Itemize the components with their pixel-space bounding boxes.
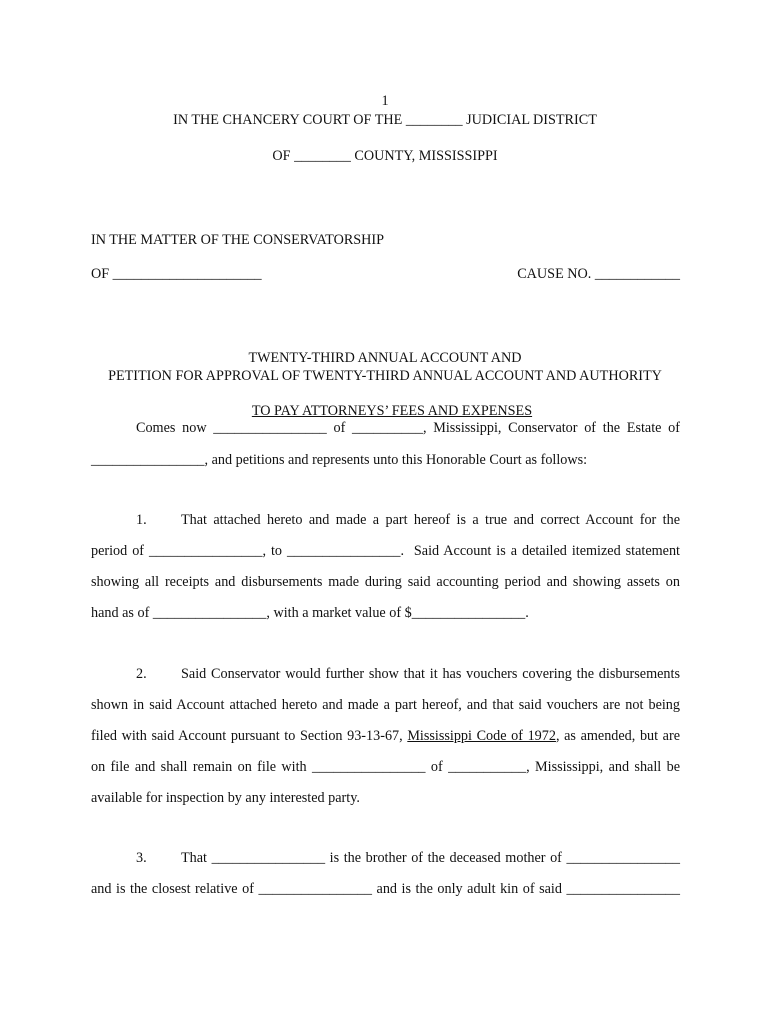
- document-title-line-1: TWENTY-THIRD ANNUAL ACCOUNT AND: [248, 350, 522, 366]
- county-heading: OF ________ COUNTY, MISSISSIPPI: [272, 148, 498, 164]
- intro-line-2: ________________, and petitions and represents unto this Honorable Court as follows:: [91, 452, 588, 468]
- para-3-number: 3.: [136, 850, 147, 866]
- para-3-line-2: and is the closest relative of ________________ and is the only adult kin of said ________________: [91, 881, 680, 897]
- para-1-line-3: showing all receipts and disbursements made during said accounting period and showing assets on: [91, 574, 680, 590]
- intro-line-1: Comes now ________________ of __________, Mississippi, Conservator of the Estate of: [136, 420, 680, 436]
- court-heading: IN THE CHANCERY COURT OF THE ________ JUDICIAL DISTRICT: [173, 112, 597, 128]
- page-number: 1: [381, 93, 389, 109]
- mississippi-code-citation: Mississippi Code of 1972: [407, 728, 556, 744]
- document-title-line-3: TO PAY ATTORNEYS’ FEES AND EXPENSES: [251, 403, 533, 419]
- para-2-line-5: available for inspection by any interested party.: [91, 790, 360, 806]
- document-title-line-2: PETITION FOR APPROVAL OF TWENTY-THIRD ANNUAL ACCOUNT AND AUTHORITY: [108, 368, 662, 384]
- para-2-number: 2.: [136, 666, 147, 682]
- para-2-line-1: Said Conservator would further show that it has vouchers covering the disbursements: [181, 666, 680, 682]
- para-3-line-1: That ________________ is the brother of the deceased mother of ________________: [181, 850, 680, 866]
- para-2-line-2: shown in said Account attached hereto and made a part hereof, and that said vouchers are not being: [91, 697, 680, 713]
- conservatorship-of-line: OF _____________________: [91, 266, 262, 282]
- matter-line: IN THE MATTER OF THE CONSERVATORSHIP: [91, 232, 385, 248]
- para-2-line-4: on file and shall remain on file with ________________ of ___________, Mississippi, and shall be: [91, 759, 680, 775]
- para-2-line-3-post: , as amended, but are: [555, 728, 681, 744]
- para-1-number: 1.: [136, 512, 147, 528]
- para-1-line-2: period of ________________, to ________________. Said Account is a detailed itemized statement: [91, 543, 680, 559]
- para-1-line-4: hand as of ________________, with a market value of $________________.: [91, 605, 529, 621]
- cause-number: CAUSE NO. ____________: [517, 266, 680, 282]
- para-1-line-1: That attached hereto and made a part hereof is a true and correct Account for the: [181, 512, 680, 528]
- para-2-line-3-pre: filed with said Account pursuant to Section 93-13-67,: [91, 728, 408, 744]
- para-2-line-3: [91, 727, 680, 745]
